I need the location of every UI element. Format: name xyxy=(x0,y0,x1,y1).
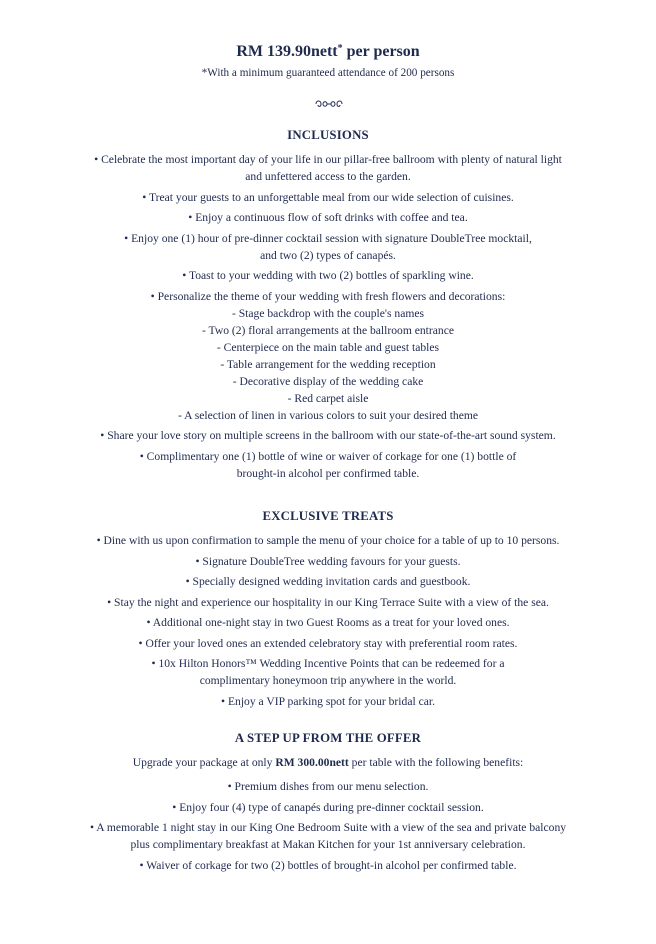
list-item-line: complimentary honeymoon trip anywhere in the world. xyxy=(199,674,457,687)
upgrade-intro-before: Upgrade your package at only xyxy=(132,756,276,769)
list-item-line: • Waiver of corkage for two (2) bottles of brought-in alcohol per confirmed table. xyxy=(139,858,517,872)
list-item xyxy=(0,448,656,482)
upgrade-intro-after: per table with the following benefits: xyxy=(348,756,524,769)
list-item-line: brought-in alcohol per confirmed table. xyxy=(236,466,420,480)
list-item xyxy=(0,427,656,444)
list-item-line: • Enjoy a VIP parking spot for your bridal car. xyxy=(221,694,435,708)
list-item-line: plus complimentary breakfast at Makan Kitchen for your 1st anniversary celebration. xyxy=(130,838,526,851)
sub-list-item: - Two (2) floral arrangements at the ballroom entrance xyxy=(202,323,454,337)
list-item-line: • Personalize the theme of your wedding with fresh flowers and decorations: xyxy=(150,289,506,303)
inclusions-title: INCLUSIONS xyxy=(287,128,369,142)
ornament-divider-icon xyxy=(314,98,344,110)
upgrade-section xyxy=(0,729,656,877)
upgrade-intro xyxy=(0,754,656,771)
price-suffix: per person xyxy=(342,43,420,60)
sub-list-item: - Red carpet aisle xyxy=(287,391,369,405)
list-item xyxy=(0,573,656,590)
list-item xyxy=(0,532,656,549)
list-item xyxy=(0,209,656,226)
list-item-line: • Premium dishes from our menu selection. xyxy=(227,780,429,793)
upgrade-title: A STEP UP FROM THE OFFER xyxy=(234,731,422,745)
price-note: *With a minimum guaranteed attendance of 200 persons xyxy=(201,67,455,79)
list-item-line: • Dine with us upon confirmation to sample the menu of your choice for a table of up to 10 persons. xyxy=(96,534,560,547)
list-item xyxy=(0,799,656,816)
price-asterisk: * xyxy=(337,43,343,54)
list-item xyxy=(0,635,656,652)
list-item xyxy=(0,230,656,264)
list-item xyxy=(0,267,656,284)
sub-list-item: - Centerpiece on the main table and guest tables xyxy=(216,340,440,354)
inclusions-list xyxy=(0,151,656,305)
list-item-line: • Specially designed wedding invitation cards and guestbook. xyxy=(185,575,471,588)
treats-title: EXCLUSIVE TREATS xyxy=(262,509,394,523)
list-item-line: • Stay the night and experience our hospitality in our King Terrace Suite with a view of the sea. xyxy=(107,595,549,609)
list-item-line: • A memorable 1 night stay in our King One Bedroom Suite with a view of the sea and private balcony xyxy=(89,821,567,834)
list-item xyxy=(0,151,656,185)
list-item-line: • Share your love story on multiple screens in the ballroom with our state-of-the-art sound system. xyxy=(100,429,556,442)
list-item xyxy=(0,189,656,206)
treats-list xyxy=(0,532,656,710)
treats-section xyxy=(0,507,656,713)
sub-list-item: - Stage backdrop with the couple's names xyxy=(231,306,425,320)
list-item-line: • Toast to your wedding with two (2) bottles of sparkling wine. xyxy=(182,269,474,282)
list-item xyxy=(0,288,656,305)
list-item-line: • Enjoy four (4) type of canapés during pre-dinner cocktail session. xyxy=(172,800,484,814)
inclusions-sub-list xyxy=(0,305,656,424)
list-item xyxy=(0,778,656,795)
inclusions-list-after xyxy=(0,427,656,482)
list-item-line: • 10x Hilton Honors™ Wedding Incentive Points that can be redeemed for a xyxy=(151,657,505,670)
list-item-line: and two (2) types of canapés. xyxy=(260,248,396,262)
list-item xyxy=(0,693,656,710)
list-item-line: • Signature DoubleTree wedding favours for your guests. xyxy=(195,554,461,568)
sub-list-item: - A selection of linen in various colors to suit your desired theme xyxy=(177,408,479,422)
upgrade-intro-price: RM 300.00nett xyxy=(275,756,349,769)
list-item xyxy=(0,594,656,611)
list-item xyxy=(0,614,656,631)
list-item-line: • Enjoy a continuous flow of soft drinks with coffee and tea. xyxy=(188,211,468,224)
price-amount: RM 139.90nett xyxy=(236,43,338,60)
list-item xyxy=(0,655,656,689)
list-item-line: and unfettered access to the garden. xyxy=(245,170,411,183)
list-item-line: • Offer your loved ones an extended celebratory stay with preferential room rates. xyxy=(138,636,518,650)
list-item xyxy=(0,553,656,570)
list-item-line: • Treat your guests to an unforgettable meal from our wide selection of cuisines. xyxy=(142,190,514,204)
list-item-line: • Complimentary one (1) bottle of wine or waiver of corkage for one (1) bottle of xyxy=(139,449,517,463)
list-item-line: • Additional one-night stay in two Guest Rooms as a treat for your loved ones. xyxy=(146,616,510,629)
inclusions-section xyxy=(0,126,656,485)
list-item-line: • Enjoy one (1) hour of pre-dinner cocktail session with signature DoubleTree mocktail, xyxy=(124,231,532,245)
upgrade-list xyxy=(0,778,656,874)
list-item-line: • Celebrate the most important day of your life in our pillar-free ballroom with plenty of natural light xyxy=(94,153,562,166)
list-item xyxy=(0,857,656,874)
sub-list-item: - Table arrangement for the wedding reception xyxy=(220,357,436,371)
list-item xyxy=(0,819,656,853)
price-title xyxy=(0,38,656,63)
sub-list-item: - Decorative display of the wedding cake xyxy=(232,374,424,388)
